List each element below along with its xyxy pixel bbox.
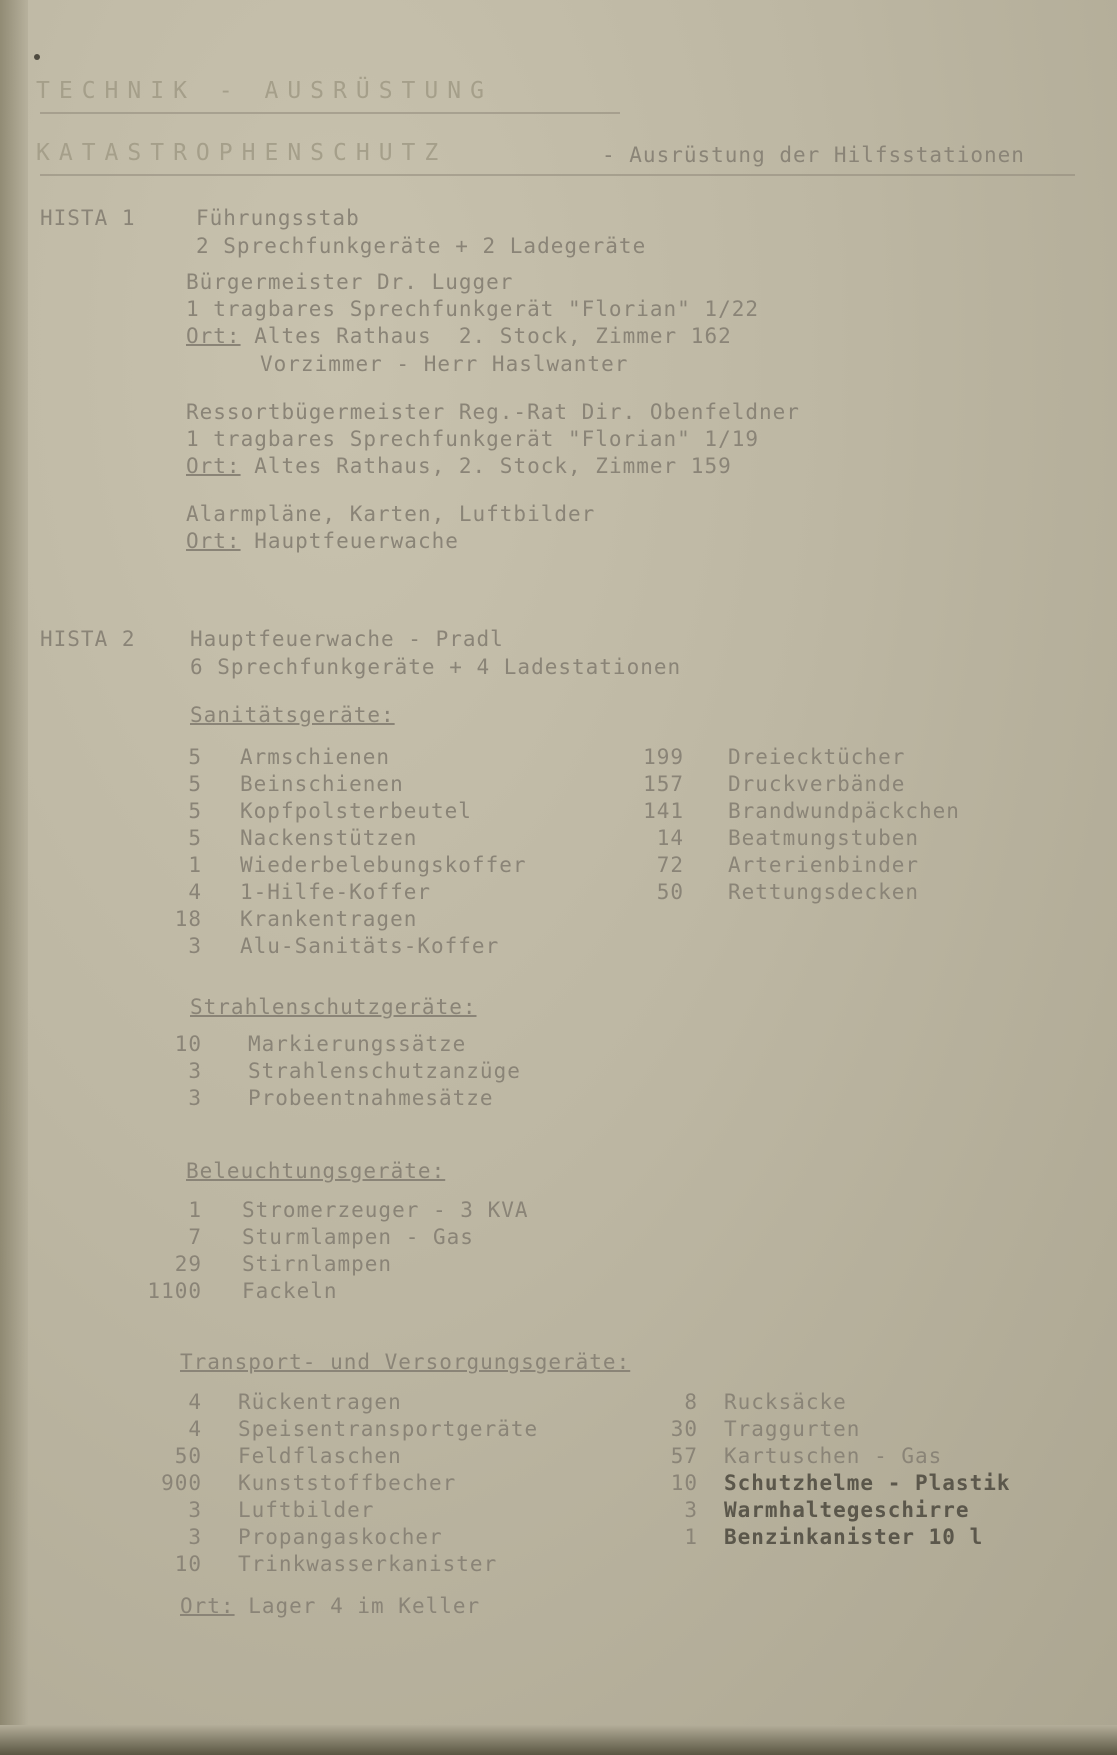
list-item-name: Rucksäcke xyxy=(724,1390,847,1414)
list-item-qty: 199 xyxy=(643,745,684,769)
ort-label: Ort: xyxy=(186,454,241,478)
list-item-qty: 4 xyxy=(188,1390,202,1414)
header-rule-2 xyxy=(40,174,1075,176)
list-item-qty: 3 xyxy=(188,1525,202,1549)
list-item-qty: 8 xyxy=(684,1390,698,1414)
list-item-qty: 57 xyxy=(670,1444,698,1468)
list-item-name: Kartuschen - Gas xyxy=(724,1444,943,1468)
hista1-line6: Vorzimmer - Herr Haslwanter xyxy=(260,352,629,376)
hista2-label: HISTA 2 xyxy=(40,627,136,651)
list-item-name: Traggurten xyxy=(724,1417,861,1441)
hista1-line2: 2 Sprechfunkgeräte + 2 Ladegeräte xyxy=(196,234,647,258)
list-item-qty: 72 xyxy=(656,853,684,877)
list-item-qty: 4 xyxy=(188,1417,202,1441)
header-subtitle: - Ausrüstung der Hilfsstationen xyxy=(602,143,1025,167)
list-item-qty: 1 xyxy=(684,1525,698,1549)
list-item-name: Fackeln xyxy=(242,1279,338,1303)
scan-bottom-shadow xyxy=(0,1725,1117,1755)
list-item-qty: 3 xyxy=(684,1498,698,1522)
section-title-strahlen: Strahlenschutzgeräte: xyxy=(190,995,477,1019)
section-title-beleuchtung: Beleuchtungsgeräte: xyxy=(186,1159,446,1183)
list-item-qty: 1 xyxy=(188,1198,202,1222)
list-item-qty: 50 xyxy=(656,880,684,904)
list-item-qty: 14 xyxy=(656,826,684,850)
list-item-name: Probeentnahmesätze xyxy=(248,1086,494,1110)
list-item-name: Rückentragen xyxy=(238,1390,402,1414)
ort-label: Ort: xyxy=(180,1594,235,1618)
hista1-line9 xyxy=(186,454,732,478)
transport-footer xyxy=(180,1594,480,1618)
list-item-qty: 4 xyxy=(188,880,202,904)
hista1-line10: Alarmpläne, Karten, Luftbilder xyxy=(186,502,596,526)
list-item-qty: 7 xyxy=(188,1225,202,1249)
list-item-qty: 5 xyxy=(188,826,202,850)
list-item-name: Beatmungstuben xyxy=(728,826,920,850)
header-technik: TECHNIK - AUSRÜSTUNG xyxy=(36,78,493,104)
ort-value: Altes Rathaus, 2. Stock, Zimmer 159 xyxy=(240,454,732,478)
list-item-name: Markierungssätze xyxy=(248,1032,467,1056)
list-item-qty: 10 xyxy=(174,1032,202,1056)
hista2-line1: Hauptfeuerwache - Pradl xyxy=(190,627,504,651)
scan-edge-shadow xyxy=(0,0,28,1755)
list-item-qty: 5 xyxy=(188,772,202,796)
section-title-sanitaet: Sanitätsgeräte: xyxy=(190,703,395,727)
list-item-qty: 10 xyxy=(670,1471,698,1495)
ort-value: Hauptfeuerwache xyxy=(240,529,459,553)
ort-value: Lager 4 im Keller xyxy=(234,1594,481,1618)
header-katastrophenschutz: KATASTROPHENSCHUTZ xyxy=(36,140,448,166)
list-item-qty: 157 xyxy=(643,772,684,796)
list-item-qty: 3 xyxy=(188,1086,202,1110)
list-item-name: Feldflaschen xyxy=(238,1444,402,1468)
list-item-name: Benzinkanister 10 l xyxy=(724,1525,984,1549)
list-item-qty: 3 xyxy=(188,934,202,958)
list-item-name: Krankentragen xyxy=(240,907,418,931)
hista2-line2: 6 Sprechfunkgeräte + 4 Ladestationen xyxy=(190,655,682,679)
list-item-qty: 30 xyxy=(670,1417,698,1441)
header-rule-1 xyxy=(40,112,620,114)
hista1-line8: 1 tragbares Sprechfunkgerät "Florian" 1/19 xyxy=(186,427,760,451)
ort-label: Ort: xyxy=(186,529,241,553)
list-item-qty: 10 xyxy=(174,1552,202,1576)
list-item-name: Armschienen xyxy=(240,745,391,769)
hista1-line1: Führungsstab xyxy=(196,206,360,230)
list-item-name: Stromerzeuger - 3 KVA xyxy=(242,1198,529,1222)
list-item-qty: 141 xyxy=(643,799,684,823)
list-item-name: Warmhaltegeschirre xyxy=(724,1498,970,1522)
list-item-name: Strahlenschutzanzüge xyxy=(248,1059,521,1083)
list-item-name: Rettungsdecken xyxy=(728,880,920,904)
ort-label: Ort: xyxy=(186,324,241,348)
list-item-qty: 29 xyxy=(174,1252,202,1276)
list-item-name: Schutzhelme - Plastik xyxy=(724,1471,1011,1495)
list-item-qty: 5 xyxy=(188,745,202,769)
list-item-name: Stirnlampen xyxy=(242,1252,393,1276)
list-item-qty: 18 xyxy=(174,907,202,931)
list-item-name: Dreiecktücher xyxy=(728,745,906,769)
list-item-qty: 3 xyxy=(188,1498,202,1522)
list-item-name: Propangaskocher xyxy=(238,1525,443,1549)
hista1-line7: Ressortbügermeister Reg.-Rat Dir. Obenfeldner xyxy=(186,400,800,424)
hista1-label: HISTA 1 xyxy=(40,206,136,230)
list-item-qty: 50 xyxy=(174,1444,202,1468)
list-item-name: Alu-Sanitäts-Koffer xyxy=(240,934,500,958)
list-item-name: Kunststoffbecher xyxy=(238,1471,457,1495)
list-item-name: Luftbilder xyxy=(238,1498,375,1522)
list-item-name: Nackenstützen xyxy=(240,826,418,850)
list-item-name: 1-Hilfe-Koffer xyxy=(240,880,432,904)
hista1-line4: 1 tragbares Sprechfunkgerät "Florian" 1/22 xyxy=(186,297,760,321)
hista1-line11 xyxy=(186,529,459,553)
hista1-line3: Bürgermeister Dr. Lugger xyxy=(186,270,514,294)
hista1-line5 xyxy=(186,324,732,348)
list-item-name: Trinkwasserkanister xyxy=(238,1552,498,1576)
list-item-name: Brandwundpäckchen xyxy=(728,799,960,823)
punch-mark xyxy=(34,54,40,60)
list-item-name: Kopfpolsterbeutel xyxy=(240,799,472,823)
list-item-name: Druckverbände xyxy=(728,772,906,796)
list-item-qty: 3 xyxy=(188,1059,202,1083)
list-item-qty: 1100 xyxy=(147,1279,202,1303)
list-item-name: Arterienbinder xyxy=(728,853,920,877)
ort-value: Altes Rathaus 2. Stock, Zimmer 162 xyxy=(240,324,732,348)
list-item-name: Beinschienen xyxy=(240,772,404,796)
list-item-qty: 1 xyxy=(188,853,202,877)
list-item-name: Speisentransportgeräte xyxy=(238,1417,539,1441)
list-item-qty: 900 xyxy=(161,1471,202,1495)
list-item-name: Sturmlampen - Gas xyxy=(242,1225,474,1249)
list-item-name: Wiederbelebungskoffer xyxy=(240,853,527,877)
section-title-transport: Transport- und Versorgungsgeräte: xyxy=(180,1350,631,1374)
list-item-qty: 5 xyxy=(188,799,202,823)
